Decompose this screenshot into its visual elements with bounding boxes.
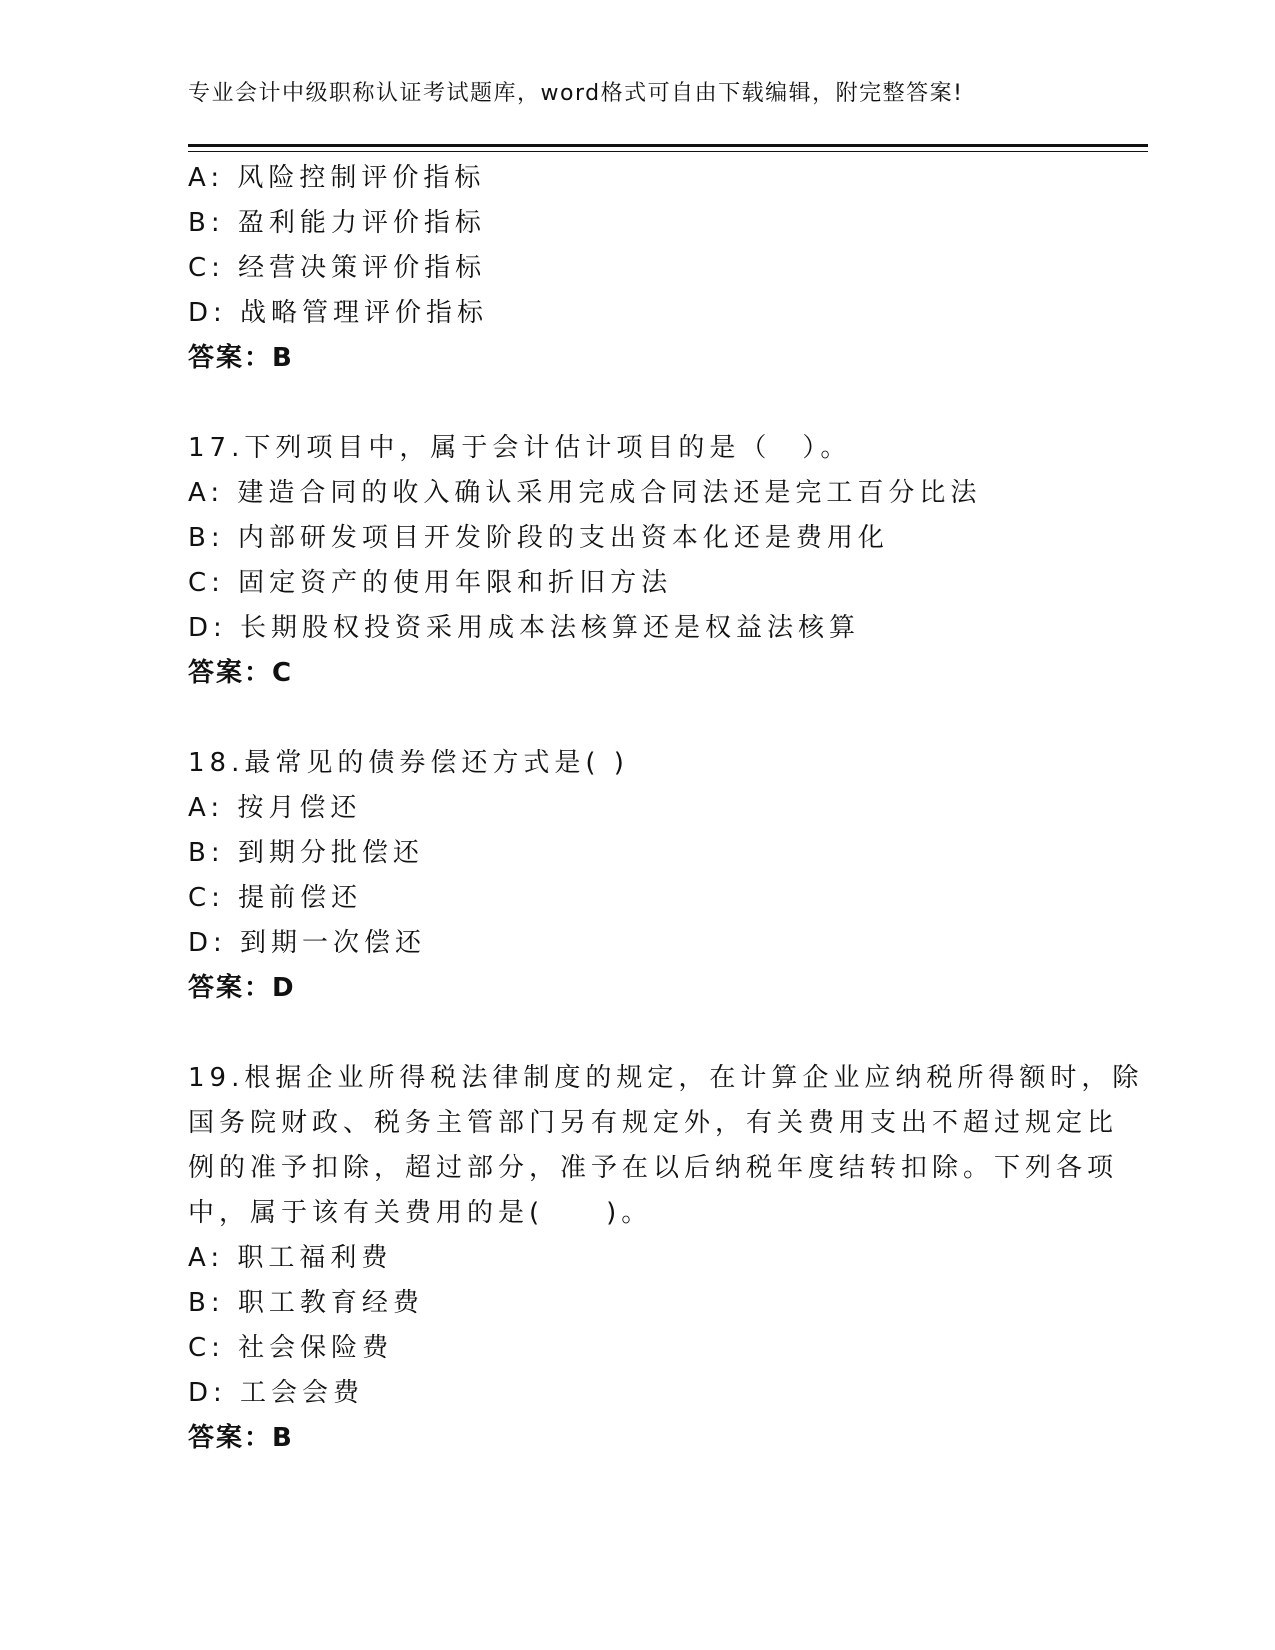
question-stem-line: 国务院财政、税务主管部门另有规定外，有关费用支出不超过规定比 bbox=[188, 1108, 1119, 1138]
spacer bbox=[188, 696, 1088, 741]
spacer bbox=[188, 381, 1088, 426]
option-b: B: 盈利能力评价指标 bbox=[188, 208, 486, 238]
question-17 bbox=[188, 426, 1088, 696]
option-a: A: 建造合同的收入确认采用完成合同法还是完工百分比法 bbox=[188, 478, 982, 508]
question-stem: 18.最常见的债券偿还方式是( ) bbox=[188, 748, 629, 778]
option-a: A: 按月偿还 bbox=[188, 793, 362, 823]
question-stem-line: 中，属于该有关费用的是( )。 bbox=[188, 1198, 653, 1228]
option-d: D: 战略管理评价指标 bbox=[188, 298, 489, 328]
answer: 答案：C bbox=[188, 658, 294, 688]
question-19 bbox=[188, 1056, 1144, 1461]
page-header: 专业会计中级职称认证考试题库，word格式可自由下载编辑，附完整答案! bbox=[188, 81, 964, 106]
option-c: C: 经营决策评价指标 bbox=[188, 253, 487, 283]
header-rule-thin bbox=[188, 151, 1148, 152]
option-c: C: 社会保险费 bbox=[188, 1333, 394, 1363]
question-stem-line: 例的准予扣除，超过部分，准予在以后纳税年度结转扣除。下列各项 bbox=[188, 1153, 1119, 1183]
spacer bbox=[188, 1011, 1088, 1056]
header-rule-thick bbox=[188, 144, 1148, 147]
option-a: A: 风险控制评价指标 bbox=[188, 163, 486, 193]
answer: 答案：D bbox=[188, 973, 296, 1003]
option-b: B: 到期分批偿还 bbox=[188, 838, 424, 868]
question-list bbox=[188, 156, 1144, 1461]
option-a: A: 职工福利费 bbox=[188, 1243, 393, 1273]
option-c: C: 提前偿还 bbox=[188, 883, 363, 913]
question-16 bbox=[188, 156, 1088, 381]
question-stem-line: 19.根据企业所得税法律制度的规定，在计算企业应纳税所得额时，除 bbox=[188, 1063, 1144, 1093]
option-d: D: 到期一次偿还 bbox=[188, 928, 427, 958]
answer: 答案：B bbox=[188, 343, 294, 373]
question-18 bbox=[188, 741, 1088, 1011]
option-d: D: 长期股权投资采用成本法核算还是权益法核算 bbox=[188, 613, 861, 643]
option-c: C: 固定资产的使用年限和折旧方法 bbox=[188, 568, 673, 598]
option-d: D: 工会会费 bbox=[188, 1378, 365, 1408]
option-b: B: 职工教育经费 bbox=[188, 1288, 424, 1318]
option-b: B: 内部研发项目开发阶段的支出资本化还是费用化 bbox=[188, 523, 889, 553]
question-stem: 17.下列项目中，属于会计估计项目的是（ ）。 bbox=[188, 433, 852, 463]
answer: 答案：B bbox=[188, 1423, 294, 1453]
